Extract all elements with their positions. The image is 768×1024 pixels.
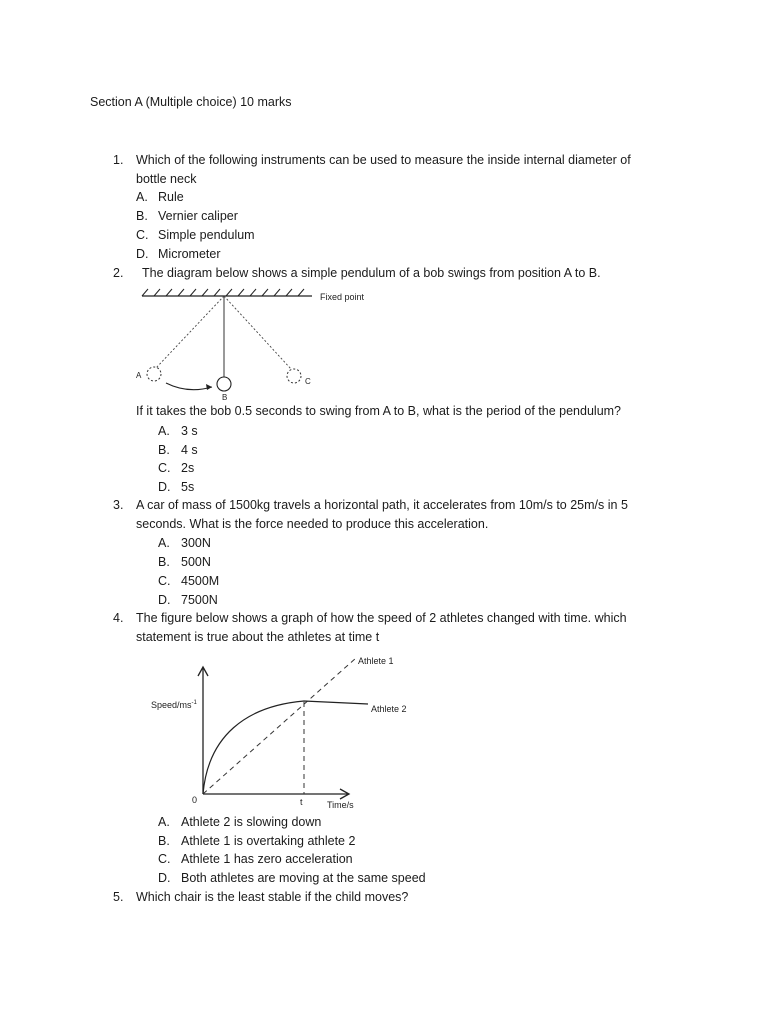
q1-option-d: Micrometer bbox=[158, 247, 221, 261]
swing-arrow bbox=[166, 383, 212, 390]
q4-option-c-letter: C. bbox=[158, 852, 171, 866]
q2-option-d: 5s bbox=[181, 480, 195, 494]
athlete1-line bbox=[203, 658, 356, 794]
origin-label: 0 bbox=[192, 795, 198, 805]
q1-option-d-letter: D. bbox=[136, 247, 149, 261]
q3-option-c: 4500M bbox=[181, 574, 220, 588]
q3-number: 3. bbox=[113, 498, 124, 512]
q2-option-c: 2s bbox=[181, 461, 195, 475]
q4-option-a-letter: A. bbox=[158, 815, 170, 829]
q3-option-d-letter: D. bbox=[158, 593, 171, 607]
q2-followup: If it takes the bob 0.5 seconds to swing from A to B, what is the period of the pendulum? bbox=[136, 404, 622, 418]
speed-time-graph bbox=[136, 646, 418, 814]
q1-option-c: Simple pendulum bbox=[158, 228, 255, 242]
q4-text-line-1: The figure below shows a graph of how the speed of 2 athletes changed with time. which bbox=[136, 611, 627, 625]
q4-option-c: Athlete 1 has zero acceleration bbox=[181, 852, 353, 866]
q2-option-d-letter: D. bbox=[158, 480, 171, 494]
q1-number: 1. bbox=[113, 153, 124, 167]
q1-option-a-letter: A. bbox=[136, 190, 148, 204]
athlete2-curve bbox=[203, 701, 368, 794]
q3-option-a: 300N bbox=[181, 536, 211, 550]
q2-option-c-letter: C. bbox=[158, 461, 171, 475]
q1-option-b: Vernier caliper bbox=[158, 209, 238, 223]
q1-text-line-1: Which of the following instruments can be used to measure the inside internal diameter of bbox=[136, 153, 631, 167]
q4-option-d-letter: D. bbox=[158, 871, 171, 885]
q1-option-c-letter: C. bbox=[136, 228, 149, 242]
athlete2-label: Athlete 2 bbox=[371, 704, 407, 714]
athlete1-label: Athlete 1 bbox=[358, 656, 394, 666]
q2-text-line-1: The diagram below shows a simple pendulum of a bob swings from position A to B. bbox=[142, 266, 601, 280]
q3-text-line-1: A car of mass of 1500kg travels a horizontal path, it accelerates from 10m/s to 25m/s in 5 bbox=[136, 498, 628, 512]
q2-option-a: 3 s bbox=[181, 424, 198, 438]
ceiling-hatching bbox=[142, 289, 304, 296]
q1-option-a: Rule bbox=[158, 190, 184, 204]
label-a: A bbox=[136, 371, 142, 380]
q4-option-b: Athlete 1 is overtaking athlete 2 bbox=[181, 834, 356, 848]
label-c: C bbox=[305, 377, 311, 386]
bob-position-a bbox=[147, 367, 161, 381]
q3-option-c-letter: C. bbox=[158, 574, 171, 588]
q4-option-a: Athlete 2 is slowing down bbox=[181, 815, 322, 829]
x-axis-label: Time/s bbox=[327, 800, 354, 810]
q4-text-line-2: statement is true about the athletes at time t bbox=[136, 630, 380, 644]
q5-number: 5. bbox=[113, 890, 124, 904]
q2-option-b: 4 s bbox=[181, 443, 198, 457]
q2-number: 2. bbox=[113, 266, 124, 280]
q3-option-d: 7500N bbox=[181, 593, 218, 607]
t-label: t bbox=[300, 797, 303, 807]
bob-position-c bbox=[287, 369, 301, 383]
q3-text-line-2: seconds. What is the force needed to produce this acceleration. bbox=[136, 517, 489, 531]
q4-number: 4. bbox=[113, 611, 124, 625]
q1-option-b-letter: B. bbox=[136, 209, 148, 223]
q4-option-b-letter: B. bbox=[158, 834, 170, 848]
q3-option-a-letter: A. bbox=[158, 536, 170, 550]
label-b: B bbox=[222, 393, 228, 402]
q2-option-a-letter: A. bbox=[158, 424, 170, 438]
section-heading: Section A (Multiple choice) 10 marks bbox=[90, 95, 292, 109]
swing-arrow-head bbox=[206, 384, 212, 390]
pendulum-diagram bbox=[136, 284, 372, 402]
q3-option-b-letter: B. bbox=[158, 555, 170, 569]
q1-text-line-2: bottle neck bbox=[136, 172, 197, 186]
q3-option-b: 500N bbox=[181, 555, 211, 569]
q4-option-d: Both athletes are moving at the same speed bbox=[181, 871, 426, 885]
string-c bbox=[224, 296, 291, 369]
bob-position-b bbox=[217, 377, 231, 391]
fixed-point-label: Fixed point bbox=[320, 292, 365, 302]
q2-option-b-letter: B. bbox=[158, 443, 170, 457]
q5-text-line-1: Which chair is the least stable if the child moves? bbox=[136, 890, 409, 904]
string-a bbox=[156, 296, 224, 368]
y-axis-label: Speed/$ms^{-1}$ bbox=[151, 700, 197, 710]
